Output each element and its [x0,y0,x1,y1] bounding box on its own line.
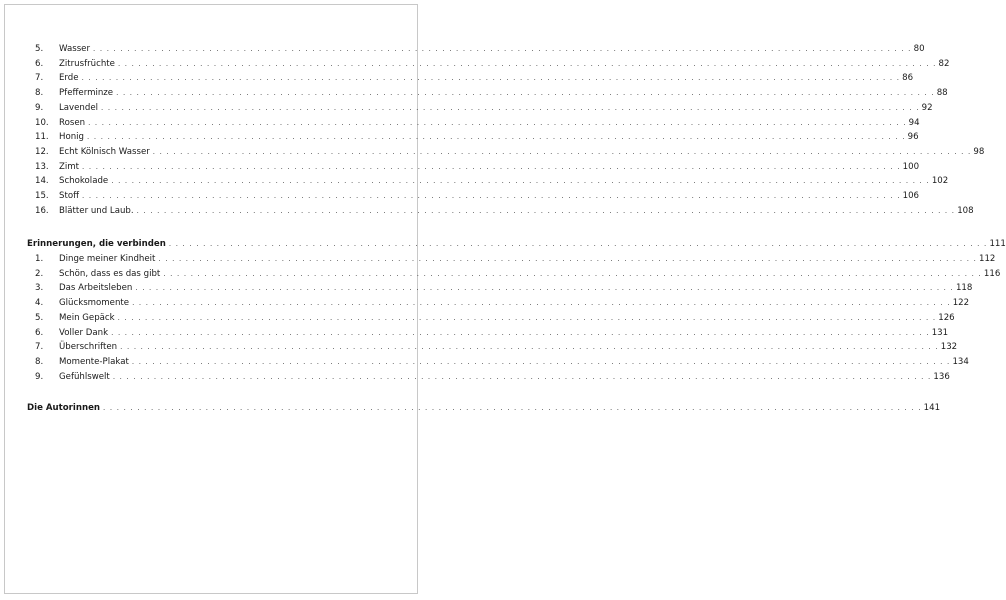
toc-entry-title: Mein Gepäck [59,312,115,323]
toc-entry-number: 8. [35,88,44,99]
toc-entry-number: 8. [35,356,44,367]
toc-entry-title: Das Arbeitsleben [59,283,133,294]
toc-page-number: 94 [908,117,920,128]
toc-entry-row [27,146,985,158]
toc-dot-leader: . . . . . . . . . . . . . . . . . . . . . . . . . . . . . . . . . . . . . . . . . . . . . . . . . . . . . . . . . . . . . . . . . . . . . . . . . . . . . . . . . . . . . . . . . . . . . . . . . . . . . . . . . . . . . . . . . . . . . . . . [88,118,907,127]
toc-dot-leader: . . . . . . . . . . . . . . . . . . . . . . . . . . . . . . . . . . . . . . . . . . . . . . . . . . . . . . . . . . . . . . . . . . . . . . . . . . . . . . . . . . . . . . . . . . . . . . . . . . . . . . . . . . . . . . . . . . . . . . . . [136,206,956,215]
toc-dot-leader: . . . . . . . . . . . . . . . . . . . . . . . . . . . . . . . . . . . . . . . . . . . . . . . . . . . . . . . . . . . . . . . . . . . . . . . . . . . . . . . . . . . . . . . . . . . . . . . . . . . . . . . . . . . . . . . . . . . . . . . . [117,59,937,68]
toc-entry-title: Schokolade [59,176,109,187]
toc-entry-title: Gefühlswelt [59,371,110,382]
toc-entry-number: 1. [35,254,44,264]
toc-dot-leader: . . . . . . . . . . . . . . . . . . . . . . . . . . . . . . . . . . . . . . . . . . . . . . . . . . . . . . . . . . . . . . . . . . . . . . . . . . . . . . . . . . . . . . . . . . . . . . . . . . . . . . . . . . . . . . . . . . . . . . . . [163,269,982,278]
toc-dot-leader: . . . . . . . . . . . . . . . . . . . . . . . . . . . . . . . . . . . . . . . . . . . . . . . . . . . . . . . . . . . . . . . . . . . . . . . . . . . . . . . . . . . . . . . . . . . . . . . . . . . . . . . . . . . . . . . . . . . . . . . . [111,177,930,186]
toc-entry-number: 12. [35,146,49,157]
toc-page-number: 80 [913,44,925,54]
toc-entry-row [27,341,958,353]
toc-entry-row [27,175,949,187]
toc-dot-leader: . . . . . . . . . . . . . . . . . . . . . . . . . . . . . . . . . . . . . . . . . . . . . . . . . . . . . . . . . . . . . . . . . . . . . . . . . . . . . . . . . . . . . . . . . . . . . . . . . . . . . . . . . . . . . . . . . . . . . . . . [103,404,922,412]
toc-entry-number: 14. [35,176,49,187]
toc-dot-leader: . . . . . . . . . . . . . . . . . . . . . . . . . . . . . . . . . . . . . . . . . . . . . . . . . . . . . . . . . . . . . . . . . . . . . . . . . . . . . . . . . . . . . . . . . . . . . . . . . . . . . . . . . . . . . . . . . . . . . . . . [120,343,939,352]
toc-entry-title: Glücksmomente [59,298,130,309]
toc-entry-title: Erde [59,73,79,84]
toc-dot-leader: . . . . . . . . . . . . . . . . . . . . . . . . . . . . . . . . . . . . . . . . . . . . . . . . . . . . . . . . . . . . . . . . . . . . . . . . . . . . . . . . . . . . . . . . . . . . . . . . . . . . . . . . . . . . . . . . . . . . . . . . [87,133,906,142]
toc-section-title: Die Autorinnen [27,403,101,413]
toc-entry-row [27,371,950,383]
toc-entry-number: 2. [35,268,44,279]
toc-entry-row [27,117,920,129]
toc-dot-leader: . . . . . . . . . . . . . . . . . . . . . . . . . . . . . . . . . . . . . . . . . . . . . . . . . . . . . . . . . . . . . . . . . . . . . . . . . . . . . . . . . . . . . . . . . . . . . . . . . . . . . . . . . . . . . . . . . . . . . . . . [82,192,901,200]
toc-entry-row [27,102,933,114]
toc-entry-title: Pfefferminze [59,88,114,99]
document-page [4,4,1006,594]
toc-entry-title: Echt Kölnisch Wasser [59,146,150,157]
toc-page-number: 92 [921,102,933,113]
toc-section-row [27,402,941,414]
toc-entry-title: Dinge meiner Kindheit [59,254,156,264]
toc-page-number: 96 [907,132,919,143]
toc-dot-leader: . . . . . . . . . . . . . . . . . . . . . . . . . . . . . . . . . . . . . . . . . . . . . . . . . . . . . . . . . . . . . . . . . . . . . . . . . . . . . . . . . . . . . . . . . . . . . . . . . . . . . . . . . . . . . . . . . . . . . . . . [132,299,951,308]
toc-entry-row [27,297,970,309]
toc-dot-leader: . . . . . . . . . . . . . . . . . . . . . . . . . . . . . . . . . . . . . . . . . . . . . . . . . . . . . . . . . . . . . . . . . . . . . . . . . . . . . . . . . . . . . . . . . . . . . . . . . . . . . . . . . . . . . . . . . . . . . . . . [158,255,977,263]
toc-dot-leader: . . . . . . . . . . . . . . . . . . . . . . . . . . . . . . . . . . . . . . . . . . . . . . . . . . . . . . . . . . . . . . . . . . . . . . . . . . . . . . . . . . . . . . . . . . . . . . . . . . . . . . . . . . . . . . . . . . . . . . . . [81,74,901,83]
toc-entry-number: 6. [35,327,44,338]
toc-page-number: 98 [973,146,985,157]
toc-page-number: 126 [938,312,955,323]
toc-entry-title: Zimt [59,161,80,172]
toc-dot-leader: . . . . . . . . . . . . . . . . . . . . . . . . . . . . . . . . . . . . . . . . . . . . . . . . . . . . . . . . . . . . . . . . . . . . . . . . . . . . . . . . . . . . . . . . . . . . . . . . . . . . . . . . . . . . . . . . . . . . . . . . [101,103,920,112]
toc-entry-number: 11. [35,132,49,143]
toc-entry-number: 3. [35,283,44,294]
toc-entry-row [27,282,973,294]
toc-page-number: 132 [940,342,958,353]
toc-page-number: 86 [902,73,914,84]
toc-entry-row [27,205,974,217]
toc-page-number: 111 [989,239,1006,249]
toc-entry-number: 7. [35,342,44,353]
toc-entry-title: Überschriften [59,342,118,353]
toc-entry-number: 10. [35,117,49,128]
toc-dot-leader: . . . . . . . . . . . . . . . . . . . . . . . . . . . . . . . . . . . . . . . . . . . . . . . . . . . . . . . . . . . . . . . . . . . . . . . . . . . . . . . . . . . . . . . . . . . . . . . . . . . . . . . . . . . . . . . . . . . . . . . . [93,45,912,53]
toc-entry-title: Stoff [59,191,80,201]
toc-entry-title: Voller Dank [59,327,109,338]
toc-entry-row [27,43,925,55]
toc-entry-number: 9. [35,102,44,113]
toc-entry-row [27,72,914,84]
toc-page-number: 102 [931,176,949,187]
toc-entry-title: Schön, dass es das gibt [59,268,161,279]
toc-section-title: Erinnerungen, die verbinden [27,239,166,249]
toc-entry-title: Zitrusfrüchte [59,58,115,69]
toc-entry-number: 9. [35,371,44,382]
toc-dot-leader: . . . . . . . . . . . . . . . . . . . . . . . . . . . . . . . . . . . . . . . . . . . . . . . . . . . . . . . . . . . . . . . . . . . . . . . . . . . . . . . . . . . . . . . . . . . . . . . . . . . . . . . . . . . . . . . . . . . . . . . . [168,240,988,248]
toc-entry-row [27,268,1001,280]
toc-entry-title: Honig [59,132,85,143]
toc-page-number: 118 [955,283,973,294]
toc-dot-leader: . . . . . . . . . . . . . . . . . . . . . . . . . . . . . . . . . . . . . . . . . . . . . . . . . . . . . . . . . . . . . . . . . . . . . . . . . . . . . . . . . . . . . . . . . . . . . . . . . . . . . . . . . . . . . . . . . . . . . . . . [131,357,951,366]
toc-entry-row [27,161,920,173]
toc-entry-title: Blätter und Laub. [59,205,134,216]
toc-page-number: 136 [933,371,950,382]
toc-dot-leader: . . . . . . . . . . . . . . . . . . . . . . . . . . . . . . . . . . . . . . . . . . . . . . . . . . . . . . . . . . . . . . . . . . . . . . . . . . . . . . . . . . . . . . . . . . . . . . . . . . . . . . . . . . . . . . . . . . . . . . . . [135,284,954,293]
toc-entry-number: 5. [35,312,44,323]
toc-page-number: 122 [952,298,970,309]
toc-entry-row [27,131,919,143]
toc-page-number: 106 [902,191,920,201]
table-of-contents [5,5,1006,593]
toc-dot-leader: . . . . . . . . . . . . . . . . . . . . . . . . . . . . . . . . . . . . . . . . . . . . . . . . . . . . . . . . . . . . . . . . . . . . . . . . . . . . . . . . . . . . . . . . . . . . . . . . . . . . . . . . . . . . . . . . . . . . . . . . [112,372,932,381]
toc-page-number: 100 [902,161,920,172]
toc-entry-number: 15. [35,191,49,201]
toc-entry-row [27,87,948,99]
toc-dot-leader: . . . . . . . . . . . . . . . . . . . . . . . . . . . . . . . . . . . . . . . . . . . . . . . . . . . . . . . . . . . . . . . . . . . . . . . . . . . . . . . . . . . . . . . . . . . . . . . . . . . . . . . . . . . . . . . . . . . . . . . . [111,328,930,337]
toc-page-number: 141 [923,403,941,413]
toc-dot-leader: . . . . . . . . . . . . . . . . . . . . . . . . . . . . . . . . . . . . . . . . . . . . . . . . . . . . . . . . . . . . . . . . . . . . . . . . . . . . . . . . . . . . . . . . . . . . . . . . . . . . . . . . . . . . . . . . . . . . . . . . [82,162,901,171]
toc-entry-title: Lavendel [59,102,99,113]
toc-entry-row [27,356,969,368]
toc-entry-number: 4. [35,298,44,309]
toc-entry-row [27,190,920,202]
toc-dot-leader: . . . . . . . . . . . . . . . . . . . . . . . . . . . . . . . . . . . . . . . . . . . . . . . . . . . . . . . . . . . . . . . . . . . . . . . . . . . . . . . . . . . . . . . . . . . . . . . . . . . . . . . . . . . . . . . . . . . . . . . . [117,313,937,322]
toc-page-number: 82 [938,58,950,69]
toc-dot-leader: . . . . . . . . . . . . . . . . . . . . . . . . . . . . . . . . . . . . . . . . . . . . . . . . . . . . . . . . . . . . . . . . . . . . . . . . . . . . . . . . . . . . . . . . . . . . . . . . . . . . . . . . . . . . . . . . . . . . . . . . [116,89,935,98]
toc-page-number: 131 [931,327,949,338]
toc-entry-title: Momente-Plakat [59,356,129,367]
toc-entry-title: Wasser [59,44,90,54]
toc-page-number: 112 [979,254,996,264]
toc-entry-number: 5. [35,44,44,54]
toc-section-row [27,238,1006,250]
toc-entry-row [27,312,955,324]
toc-page-number: 88 [936,88,948,99]
toc-dot-leader: . . . . . . . . . . . . . . . . . . . . . . . . . . . . . . . . . . . . . . . . . . . . . . . . . . . . . . . . . . . . . . . . . . . . . . . . . . . . . . . . . . . . . . . . . . . . . . . . . . . . . . . . . . . . . . . . . . . . . . . . [152,147,972,156]
toc-entry-number: 6. [35,58,44,69]
toc-entry-row [27,253,996,265]
toc-entry-number: 16. [35,205,49,216]
toc-entry-number: 13. [35,161,49,172]
toc-page-number: 108 [957,205,974,216]
toc-page-number: 134 [952,356,969,367]
toc-page-number: 116 [983,268,1001,279]
toc-entry-row [27,327,949,339]
toc-entry-row [27,58,950,70]
toc-entry-number: 7. [35,73,44,84]
toc-entry-title: Rosen [59,117,86,128]
